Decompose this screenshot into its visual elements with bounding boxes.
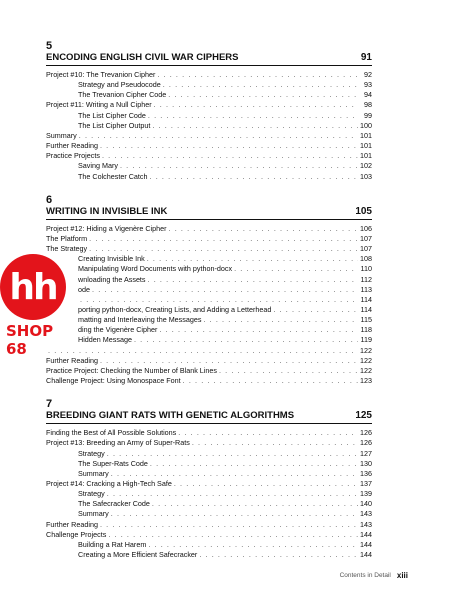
entry-page: 108 [360,254,372,264]
dot-leader [150,499,358,509]
table-of-contents [46,40,372,572]
entry-page: 137 [360,479,372,488]
toc-entry[interactable] [46,285,372,295]
entry-page: 122 [360,355,372,365]
chapter-title: ENCODING ENGLISH CIVIL WAR CIPHERS [46,52,239,63]
entry-page: 113 [360,284,372,294]
toc-entry[interactable] [46,366,372,376]
toc-entry[interactable] [46,141,372,151]
dot-leader [109,469,358,479]
toc-entry[interactable] [46,315,372,325]
entry-title: ode [78,284,90,294]
entry-title: Further Reading [46,141,98,151]
toc-entry[interactable] [46,438,372,448]
chapter-list [46,40,372,560]
entry-title: The Super-Rats Code [78,458,148,468]
toc-entry[interactable] [46,295,372,305]
entry-page: 140 [360,499,372,509]
entry-page: 115 [360,315,372,325]
dot-leader [98,141,358,151]
dot-leader [201,315,358,325]
dot-leader [132,335,358,345]
entry-title: The Trevanion Cipher Code [78,90,167,100]
dot-leader [181,376,358,386]
watermark-logo: hh [0,254,66,320]
entry-page: 107 [360,233,372,243]
dot-leader [152,100,358,110]
dot-leader [146,540,358,550]
dot-leader [190,438,358,448]
dot-leader [232,264,358,274]
chapter-7 [46,398,372,560]
toc-entry[interactable] [46,520,372,530]
entry-title: Building a Rat Harem [78,539,147,549]
entry-page: 127 [360,448,372,458]
chapter-number: 5 [46,40,53,52]
entry-page: 101 [360,130,372,140]
entry-page: 110 [360,264,372,274]
entry-title: The List Cipher Code [78,110,146,120]
page-footer [340,571,408,580]
entry-page: 122 [360,365,372,375]
entry-title: Project #13: Breeding an Army of Super-Rats [46,438,190,448]
entry-title: Saving Mary [78,161,118,171]
entry-title: Summary [46,130,77,140]
entry-page: 107 [360,244,372,254]
entry-title: matting and Interleaving the Messages [78,315,202,325]
dot-leader [161,80,358,90]
toc-entry[interactable] [46,90,372,100]
entry-page: 106 [360,223,372,233]
chapter-heading[interactable] [46,52,372,66]
entry-title: The Colchester Catch [78,171,148,181]
dot-leader [197,550,358,560]
toc-entry[interactable] [46,305,372,315]
toc-entry[interactable] [46,530,372,540]
entry-page: 144 [360,539,372,549]
dot-leader [118,161,358,171]
entry-title: Finding the Best of All Possible Solutions [46,428,177,438]
entry-title: The Platform [46,233,88,243]
chapter-heading[interactable] [46,206,372,220]
entry-title: Project #11: Writing a Null Cipher [46,100,152,110]
toc-entry[interactable] [46,449,372,459]
toc-entry[interactable] [46,376,372,386]
chapter-heading[interactable] [46,410,372,424]
entry-page: 99 [364,110,372,120]
entry-page: 122 [360,345,372,355]
chapter-title: BREEDING GIANT RATS WITH GENETIC ALGORITHMS [46,410,295,422]
entry-title: Challenge Projects [46,529,107,539]
shop-watermark [0,254,72,358]
entry-page: 144 [360,529,372,539]
entry-page: 118 [360,325,372,335]
toc-entry[interactable] [46,469,372,479]
entry-title: Creating Invisible Ink [78,254,145,264]
dot-leader [77,131,358,141]
dot-leader [105,489,358,499]
entry-page: 143 [360,519,372,529]
entry-page: 139 [360,489,372,499]
dot-leader [98,356,358,366]
entry-title: The Strategy [46,244,88,254]
dot-leader [172,479,358,489]
watermark-text: SHOP 68 [6,322,54,358]
dot-leader [87,244,358,254]
entry-title: wnloading the Assets [78,274,146,284]
toc-entry[interactable] [46,131,372,141]
entry-title: Project #14: Cracking a High-Tech Safe [46,479,172,488]
dot-leader [150,121,358,131]
footer-label: Contents in Detail [339,572,391,579]
toc-entry[interactable] [46,335,372,345]
entry-page: 136 [360,468,372,478]
entry-title: Hidden Message [78,335,132,345]
entry-title: Manipulating Word Documents with python-docx [78,264,233,274]
toc-entry[interactable] [46,264,372,274]
dot-leader [167,224,358,234]
entry-page: 98 [364,100,372,110]
chapter-page: 105 [355,205,372,217]
dot-leader [87,234,358,244]
toc-entry[interactable] [46,100,372,110]
entry-page: 143 [360,509,372,519]
toc-entry[interactable] [46,275,372,285]
toc-entry[interactable] [46,356,372,366]
entry-title: Strategy and Pseudocode [78,80,161,90]
dot-leader [217,366,358,376]
entry-title: Practice Projects [46,151,100,161]
toc-entry[interactable] [46,479,372,489]
toc-entry[interactable] [46,346,372,356]
dot-leader [98,520,358,530]
dot-leader [78,295,358,305]
entry-page: 144 [360,550,372,560]
dot-leader [145,254,358,264]
dot-leader [146,275,358,285]
entry-title: Creating a More Efficient Safecracker [78,550,198,560]
chapter-title: WRITING IN INVISIBLE INK [46,205,168,217]
entry-title: Further Reading [46,355,98,365]
entry-page: 114 [360,304,372,314]
dot-leader [46,346,358,356]
toc-entry[interactable] [46,540,372,550]
page-number: xiii [396,571,408,580]
entry-title: porting python-docx, Creating Lists, and Adding a Letterhead [78,304,272,314]
dot-leader [166,90,358,100]
dot-leader [106,530,358,540]
entry-page: 114 [360,294,372,304]
entry-page: 130 [360,458,372,468]
toc-entry[interactable] [46,70,372,80]
toc-entry[interactable] [46,234,372,244]
toc-entry[interactable] [46,459,372,469]
toc-entry[interactable] [46,499,372,509]
toc-entry[interactable] [46,489,372,499]
dot-leader [148,459,358,469]
dot-leader [109,509,358,519]
dot-leader [155,70,358,80]
toc-entry[interactable] [46,121,372,131]
chapter-number: 7 [46,398,53,411]
entry-title: Project #10: The Trevanion Cipher [46,70,156,79]
chapter-number: 6 [46,193,53,206]
entry-title: Further Reading [46,519,98,529]
dot-leader [176,428,358,438]
chapter-5 [46,40,372,182]
entry-page: 119 [360,335,372,345]
dot-leader [105,449,358,459]
toc-entry[interactable] [46,550,372,560]
dot-leader [90,285,358,295]
toc-entry[interactable] [46,172,372,182]
entry-title: Strategy [78,448,105,458]
entry-page: 123 [360,376,372,386]
entry-page: 126 [360,428,372,438]
toc-entry[interactable] [46,254,372,264]
toc-entry[interactable] [46,151,372,161]
entry-page: 93 [364,80,372,90]
toc-entry[interactable] [46,80,372,90]
chapter-6 [46,194,372,387]
dot-leader [148,172,358,182]
entry-page: 92 [364,70,372,79]
entry-page: 101 [360,151,372,161]
entry-page: 103 [360,171,372,181]
entry-title: The Safecracker Code [78,499,150,509]
dot-leader [146,111,358,121]
entry-page: 102 [360,161,372,171]
toc-entry[interactable] [46,428,372,438]
entry-page: 100 [360,120,372,130]
entry-title: Summary [78,468,109,478]
entry-title: The List Cipher Output [78,120,151,130]
entry-title: Practice Project: Checking the Number of Blank Lines [46,365,217,375]
dot-leader [271,305,358,315]
chapter-page: 91 [360,52,372,63]
entry-title: Summary [78,509,109,519]
toc-entry[interactable] [46,111,372,121]
toc-entry[interactable] [46,244,372,254]
entry-page: 94 [364,90,372,100]
entry-page: 126 [360,438,372,448]
toc-entry[interactable] [46,224,372,234]
dot-leader [157,325,358,335]
entry-title: Challenge Project: Using Monospace Font [46,376,181,386]
toc-entry[interactable] [46,509,372,519]
entry-title: Project #12: Hiding a Vigenère Cipher [46,223,167,233]
entry-title: ding the Vigenère Cipher [78,325,158,335]
entry-page: 112 [360,274,372,284]
toc-entry[interactable] [46,161,372,171]
dot-leader [100,151,358,161]
toc-entry[interactable] [46,325,372,335]
chapter-page: 125 [355,410,372,422]
entry-title: Strategy [78,489,105,499]
entry-page: 101 [360,141,372,151]
